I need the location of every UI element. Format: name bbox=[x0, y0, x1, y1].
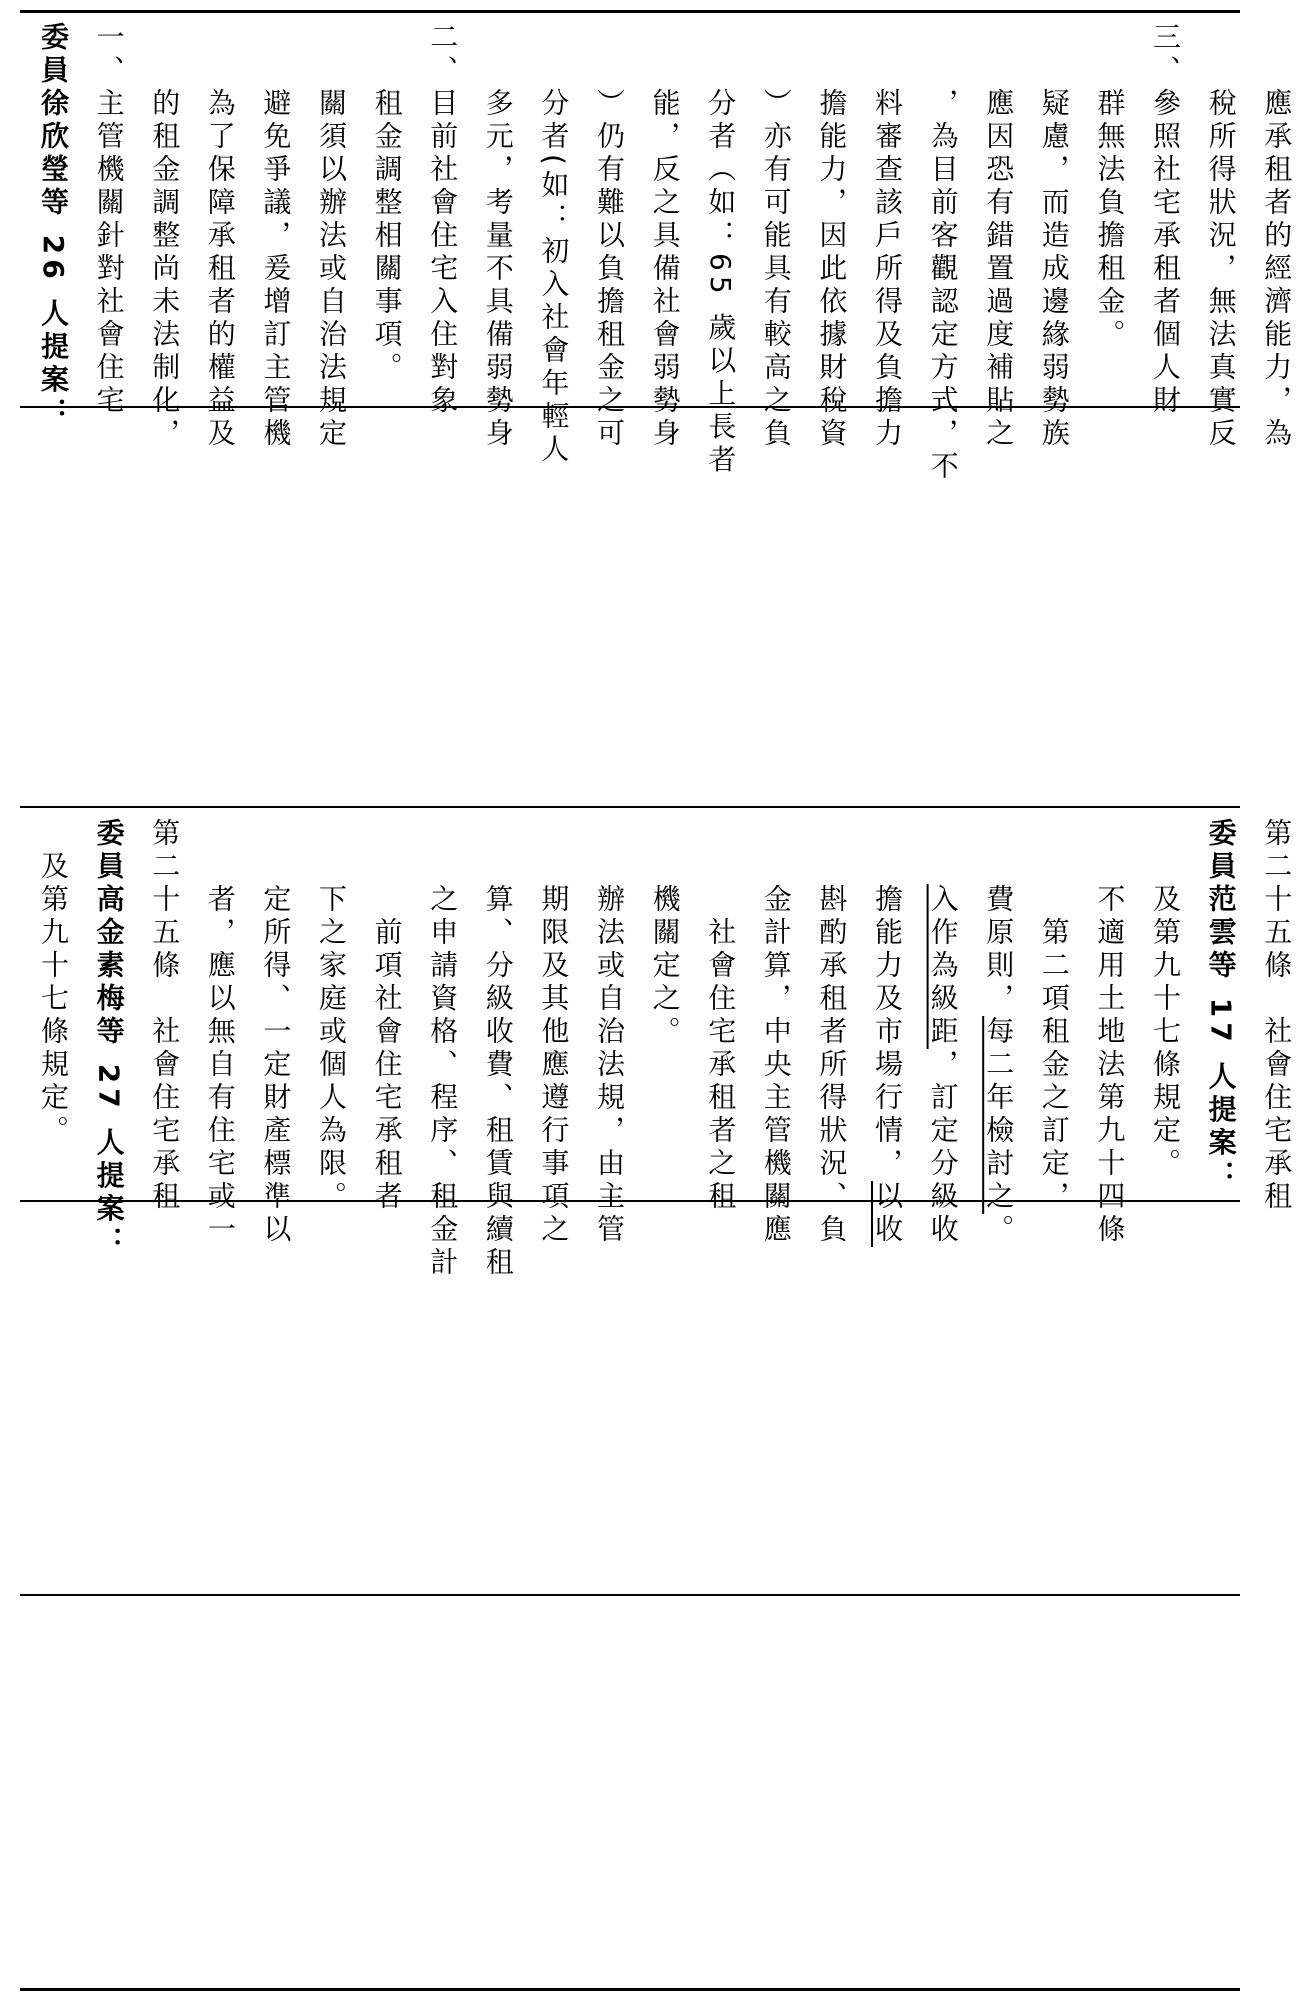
body-line: 避免爭議，爰增訂主管機 bbox=[259, 22, 293, 451]
body-line: 者，應以無自有住宅或一 bbox=[203, 818, 237, 1247]
body-line: 斟酌承租者所得狀況、負 bbox=[815, 818, 849, 1247]
body-text: ，訂定分級收 bbox=[926, 1049, 960, 1247]
body-line: 算、分級收費、租賃與續租 bbox=[481, 818, 515, 1280]
body-line bbox=[926, 818, 960, 1247]
body-line: 機關定之。 bbox=[648, 818, 682, 1049]
body-line: 分者(如：初入社會年輕人 bbox=[537, 22, 571, 467]
body-line: 應因恐有錯置過度補貼之 bbox=[982, 22, 1016, 451]
body-line: 應承租者的經濟能力，為 bbox=[1260, 22, 1294, 451]
body-line: 關須以辦法或自治法規定 bbox=[315, 22, 348, 451]
body-line: 前項社會住宅承租者 bbox=[370, 818, 404, 1214]
body-line: 的租金調整尚未法制化， bbox=[148, 22, 182, 451]
body-line: 金計算，中央主管機關應 bbox=[759, 818, 793, 1247]
heading-gao-proposal: 委員高金素梅等 27 人提案： bbox=[92, 818, 126, 1260]
body-line: 社會住宅承租者之租 bbox=[704, 818, 738, 1214]
body-line: 為了保障承租者的權益及 bbox=[203, 22, 237, 451]
body-line: 下之家庭或個人為限。 bbox=[315, 818, 348, 1214]
body-line: 及第九十七條規定。 bbox=[1149, 818, 1182, 1181]
body-line: 料審查該戶所得及負擔力 bbox=[871, 22, 904, 451]
heading-fan-proposal: 委員范雲等 17 人提案： bbox=[1204, 818, 1238, 1194]
body-line: 能，反之具備社會弱勢身 bbox=[648, 22, 682, 451]
body-line: ）仍有難以負擔租金之可 bbox=[593, 22, 626, 451]
body-line: 第二十五條 社會住宅承租 bbox=[1260, 818, 1294, 1214]
body-text: 。 bbox=[982, 1214, 1016, 1247]
body-line: 及第九十七條規定。 bbox=[37, 818, 70, 1148]
body-line: 三、參照社宅承租者個人財 bbox=[1149, 22, 1182, 418]
body-line: 擔能力，因此依據財稅資 bbox=[815, 22, 849, 451]
amended-text: 每二年檢討之 bbox=[982, 1016, 1016, 1214]
heading-xu-proposal: 委員徐欣瑩等 26 人提案： bbox=[37, 22, 70, 431]
body-line: 稅所得狀況，無法真實反 bbox=[1204, 22, 1238, 451]
body-line: 之申請資格、程序、租金計 bbox=[426, 818, 460, 1280]
body-line: 分者（如：65 歲以上長者 bbox=[704, 22, 738, 478]
body-line: 群無法負擔租金。 bbox=[1093, 22, 1127, 352]
body-line: 多元，考量不具備弱勢身 bbox=[481, 22, 515, 451]
body-line: 期限及其他應遵行事項之 bbox=[537, 818, 571, 1247]
body-line bbox=[981, 818, 1015, 1247]
body-line: ）亦有可能具有較高之負 bbox=[759, 22, 793, 451]
body-line: 第二項租金之訂定， bbox=[1037, 818, 1071, 1214]
body-line: ，為目前客觀認定方式，不 bbox=[926, 22, 960, 484]
body-line: 二、目前社會住宅入住對象 bbox=[426, 22, 460, 418]
amended-text: 以收 bbox=[871, 1181, 904, 1247]
body-line: 辦法或自治法規，由主管 bbox=[593, 818, 626, 1247]
amended-text: 入作為級距 bbox=[926, 884, 960, 1049]
body-text: 費原則， bbox=[982, 818, 1016, 1016]
body-line: 定所得、一定財產標準以 bbox=[259, 818, 293, 1247]
body-line: 租金調整相關事項。 bbox=[370, 22, 404, 385]
body-line: 疑慮，而造成邊緣弱勢族 bbox=[1037, 22, 1071, 451]
body-line: 擔能力及市場行情，以收 bbox=[871, 818, 904, 1247]
body-line: 第二十五條 社會住宅承租 bbox=[148, 818, 182, 1214]
body-line: 一、主管機關針對社會住宅 bbox=[92, 22, 126, 418]
body-line: 不適用土地法第九十四條 bbox=[1093, 818, 1127, 1247]
